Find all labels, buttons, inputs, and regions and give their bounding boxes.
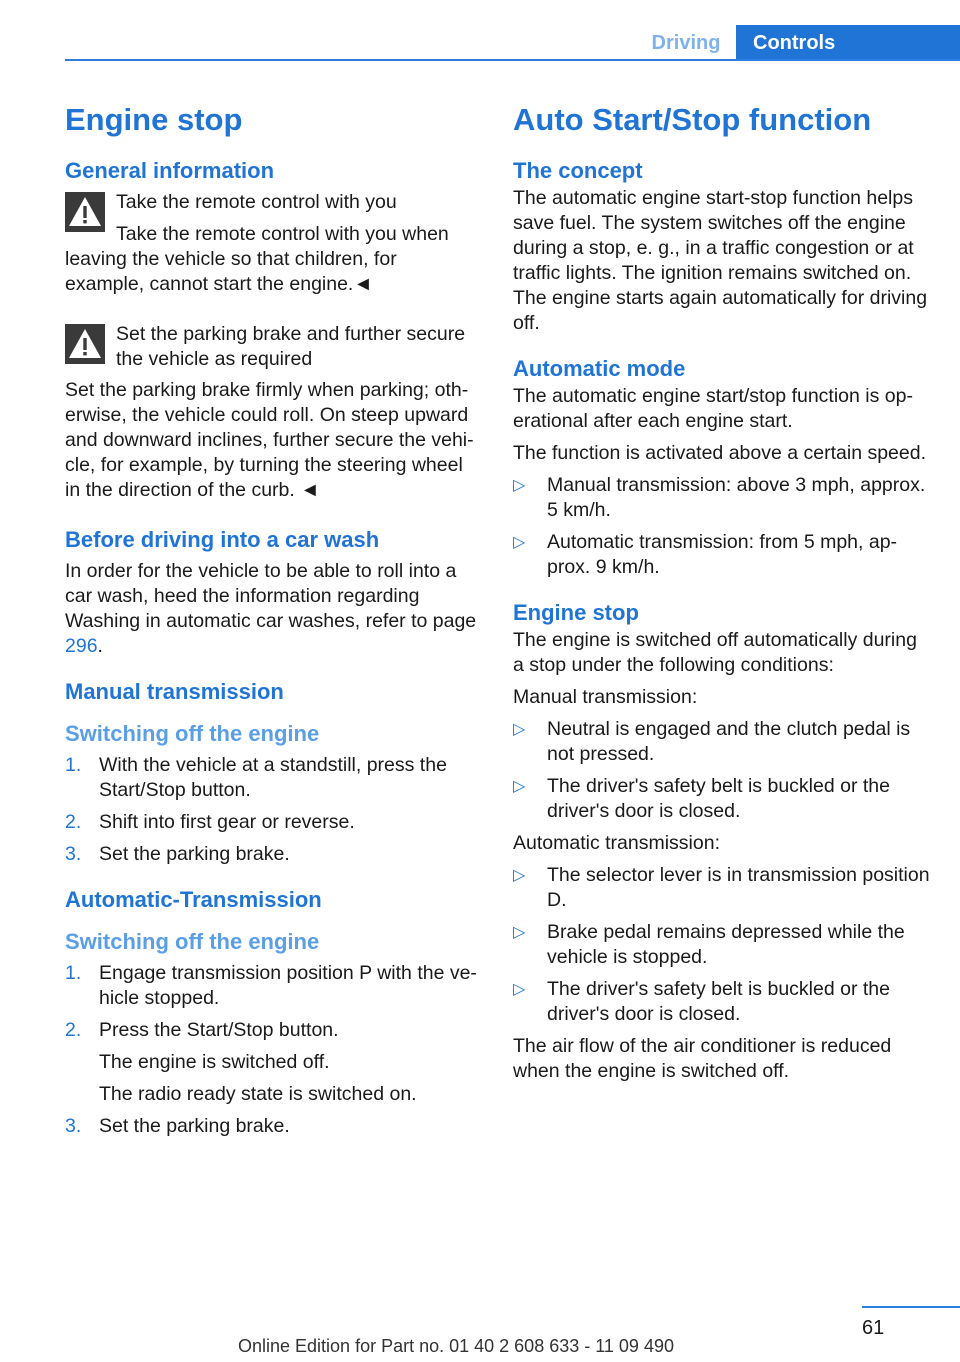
warning-parking-brake (65, 322, 481, 503)
auto-start-stop-title: Auto Start/Stop function (513, 102, 872, 137)
footer-rule (862, 1306, 960, 1308)
list-item: ▷ Brake pedal remains depressed while the vehicle is stopped. (513, 921, 905, 968)
car-wash-heading: Before driving into a car wash (65, 527, 380, 552)
list-item: 1. With the vehicle at a standstill, press the Start/Stop button. (65, 754, 447, 801)
warning1-title: Take the remote control with you (116, 191, 397, 213)
list-item: ▷ The driver's safety belt is buckled or the driver's door is closed. (513, 775, 890, 822)
manual-transmission-label: Manual transmission: (513, 686, 698, 708)
engine-stop-heading: Engine stop (513, 600, 639, 625)
auto-switch-off-heading: Switching off the engine (65, 929, 320, 954)
left-column (65, 100, 481, 1146)
manual-switch-off-heading: Switching off the engine (65, 721, 320, 746)
engine-stop-text: The engine is switched off automatically during a stop under the following conditions: (513, 629, 917, 676)
manual-conditions (513, 717, 931, 824)
list-item: 2. Shift into first gear or reverse. (65, 811, 355, 833)
warning2-title: Set the parking brake and further secure the vehicle as required (116, 323, 466, 370)
list-item: 3. Set the parking brake. (65, 843, 290, 865)
list-subtext: The radio ready state is switched on. (99, 1083, 417, 1105)
automatic-mode-speed-text: The function is activated above a certain speed. (513, 442, 927, 464)
warning-triangle-icon (65, 192, 105, 232)
list-item: ▷ The driver's safety belt is buckled or the driver's door is closed. (513, 978, 890, 1025)
concept-heading: The concept (513, 158, 643, 183)
auto-conditions (513, 863, 931, 1027)
manual-transmission-heading: Manual transmission (65, 679, 284, 704)
list-item: ▷ Manual transmission: above 3 mph, approx. 5 km/h. (513, 474, 926, 521)
bullet-triangle-icon: ▷ (513, 778, 526, 795)
warning1-first-line: Take the remote control with you when (116, 223, 449, 245)
engine-stop-title: Engine stop (65, 102, 243, 137)
bullet-triangle-icon: ▷ (513, 721, 526, 738)
edition-footer: Online Edition for Part no. 01 40 2 608 633 - 11 09 490 (238, 1336, 674, 1356)
bullet-triangle-icon: ▷ (513, 981, 526, 998)
warning-triangle-icon (65, 324, 105, 364)
bullet-triangle-icon: ▷ (513, 534, 526, 551)
general-info-heading: General information (65, 158, 275, 183)
list-item: 3. Set the parking brake. (65, 1115, 290, 1137)
tab-driving[interactable]: Driving (651, 32, 721, 54)
auto-steps (65, 961, 481, 1139)
list-item: 2. Press the Start/Stop button. (65, 1019, 339, 1041)
closing-text: The air flow of the air conditioner is reduced when the engine is switched off. (513, 1035, 892, 1082)
list-item: 1. Engage transmission position P with the ve‐hicle stopped. (65, 962, 477, 1009)
tab-controls[interactable]: Controls (736, 25, 960, 61)
car-wash-text: In order for the vehicle to be able to roll into a car wash, heed the information regarding Washing in automatic car washes, refer to page 296. (65, 560, 477, 657)
bullet-triangle-icon: ▷ (513, 924, 526, 941)
page-number: 61 (862, 1317, 885, 1339)
page-link[interactable]: 296 (65, 635, 98, 657)
list-item: ▷ Automatic transmission: from 5 mph, ap‐prox. 9 km/h. (513, 531, 898, 578)
automatic-mode-heading: Automatic mode (513, 356, 686, 381)
automatic-transmission-label: Automatic transmission: (513, 832, 720, 854)
automatic-transmission-heading: Automatic-Transmission (65, 887, 322, 912)
warning-remote-control (65, 190, 481, 297)
manual-steps (65, 753, 481, 867)
list-subtext: The engine is switched off. (99, 1051, 330, 1073)
list-item: ▷ Neutral is engaged and the clutch pedal is not pressed. (513, 718, 911, 765)
warning2-text: Set the parking brake firmly when parking; oth‐erwise, the vehicle could roll. On steep upward and downward inclines, further secure the vehi‐cle, for example, by turning the steering wheel in the direction of the curb. ◄ (65, 379, 474, 501)
automatic-mode-text: The automatic engine start/stop function is op‐erational after each engine start. (513, 385, 913, 432)
speed-list (513, 473, 931, 580)
bullet-triangle-icon: ▷ (513, 867, 526, 884)
concept-text: The automatic engine start‐stop function helps save fuel. The system switches off the engine during a stop, e. g., in a traffic congestion or at traffic lights. The ignition remains switched on. The engine starts again automatically for driving off. (513, 187, 928, 334)
warning1-text: leaving the vehicle so that children, for example, cannot start the engine.◄ (65, 248, 397, 295)
header-rule (65, 59, 960, 61)
right-column (513, 100, 931, 1091)
bullet-triangle-icon: ▷ (513, 477, 526, 494)
list-item: ▷ The selector lever is in transmission position D. (513, 864, 930, 911)
